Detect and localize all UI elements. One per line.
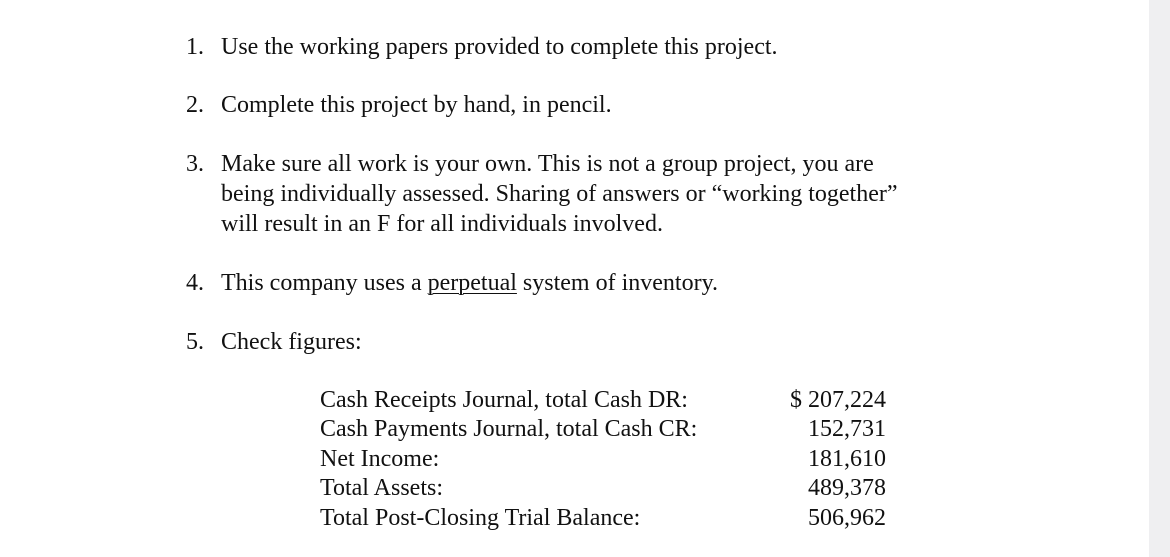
check-figure-label: Net Income:	[320, 445, 440, 472]
check-figure-label: Total Post-Closing Trial Balance:	[320, 504, 641, 531]
check-figure-row	[320, 386, 890, 415]
instruction-number: 1.	[186, 34, 204, 60]
check-figure-row	[320, 445, 890, 474]
instruction-number: 4.	[186, 270, 204, 296]
instruction-text-before: This company uses a	[221, 270, 428, 296]
check-figure-value: 181,610	[808, 445, 886, 472]
instruction-number: 5.	[186, 329, 204, 355]
instruction-number: 2.	[186, 92, 204, 118]
check-figure-value: 489,378	[808, 475, 886, 502]
instruction-5	[186, 327, 362, 357]
instruction-text: Use the working papers provided to complete this project.	[221, 34, 778, 60]
instruction-text: Make sure all work is your own. This is not a group project, you are being individually assessed. Sharing of answers or “working together” will result in an F for all individuals involved.	[221, 151, 898, 237]
check-figure-row	[320, 415, 890, 444]
page-margin-background	[1149, 0, 1170, 557]
instruction-text: Complete this project by hand, in pencil.	[221, 92, 612, 118]
instruction-text: Check figures:	[221, 329, 362, 355]
instruction-3	[186, 149, 898, 239]
instruction-text	[221, 268, 718, 298]
instruction-number: 3.	[186, 151, 204, 177]
check-figure-label: Cash Payments Journal, total Cash CR:	[320, 416, 698, 443]
instruction-text-after: system of inventory.	[516, 270, 719, 296]
instruction-4	[186, 268, 718, 298]
underlined-term: perpetual	[427, 270, 517, 296]
check-figure-row	[320, 504, 890, 533]
check-figure-row	[320, 474, 890, 503]
instruction-2	[186, 90, 612, 120]
check-figure-value: $ 207,224	[790, 387, 886, 413]
check-figures-table	[320, 386, 890, 533]
check-figure-value: 152,731	[808, 416, 886, 443]
instruction-1	[186, 32, 778, 62]
check-figure-label: Total Assets:	[320, 475, 443, 502]
check-figure-value: 506,962	[808, 504, 886, 531]
check-figure-label: Cash Receipts Journal, total Cash DR:	[320, 387, 688, 413]
